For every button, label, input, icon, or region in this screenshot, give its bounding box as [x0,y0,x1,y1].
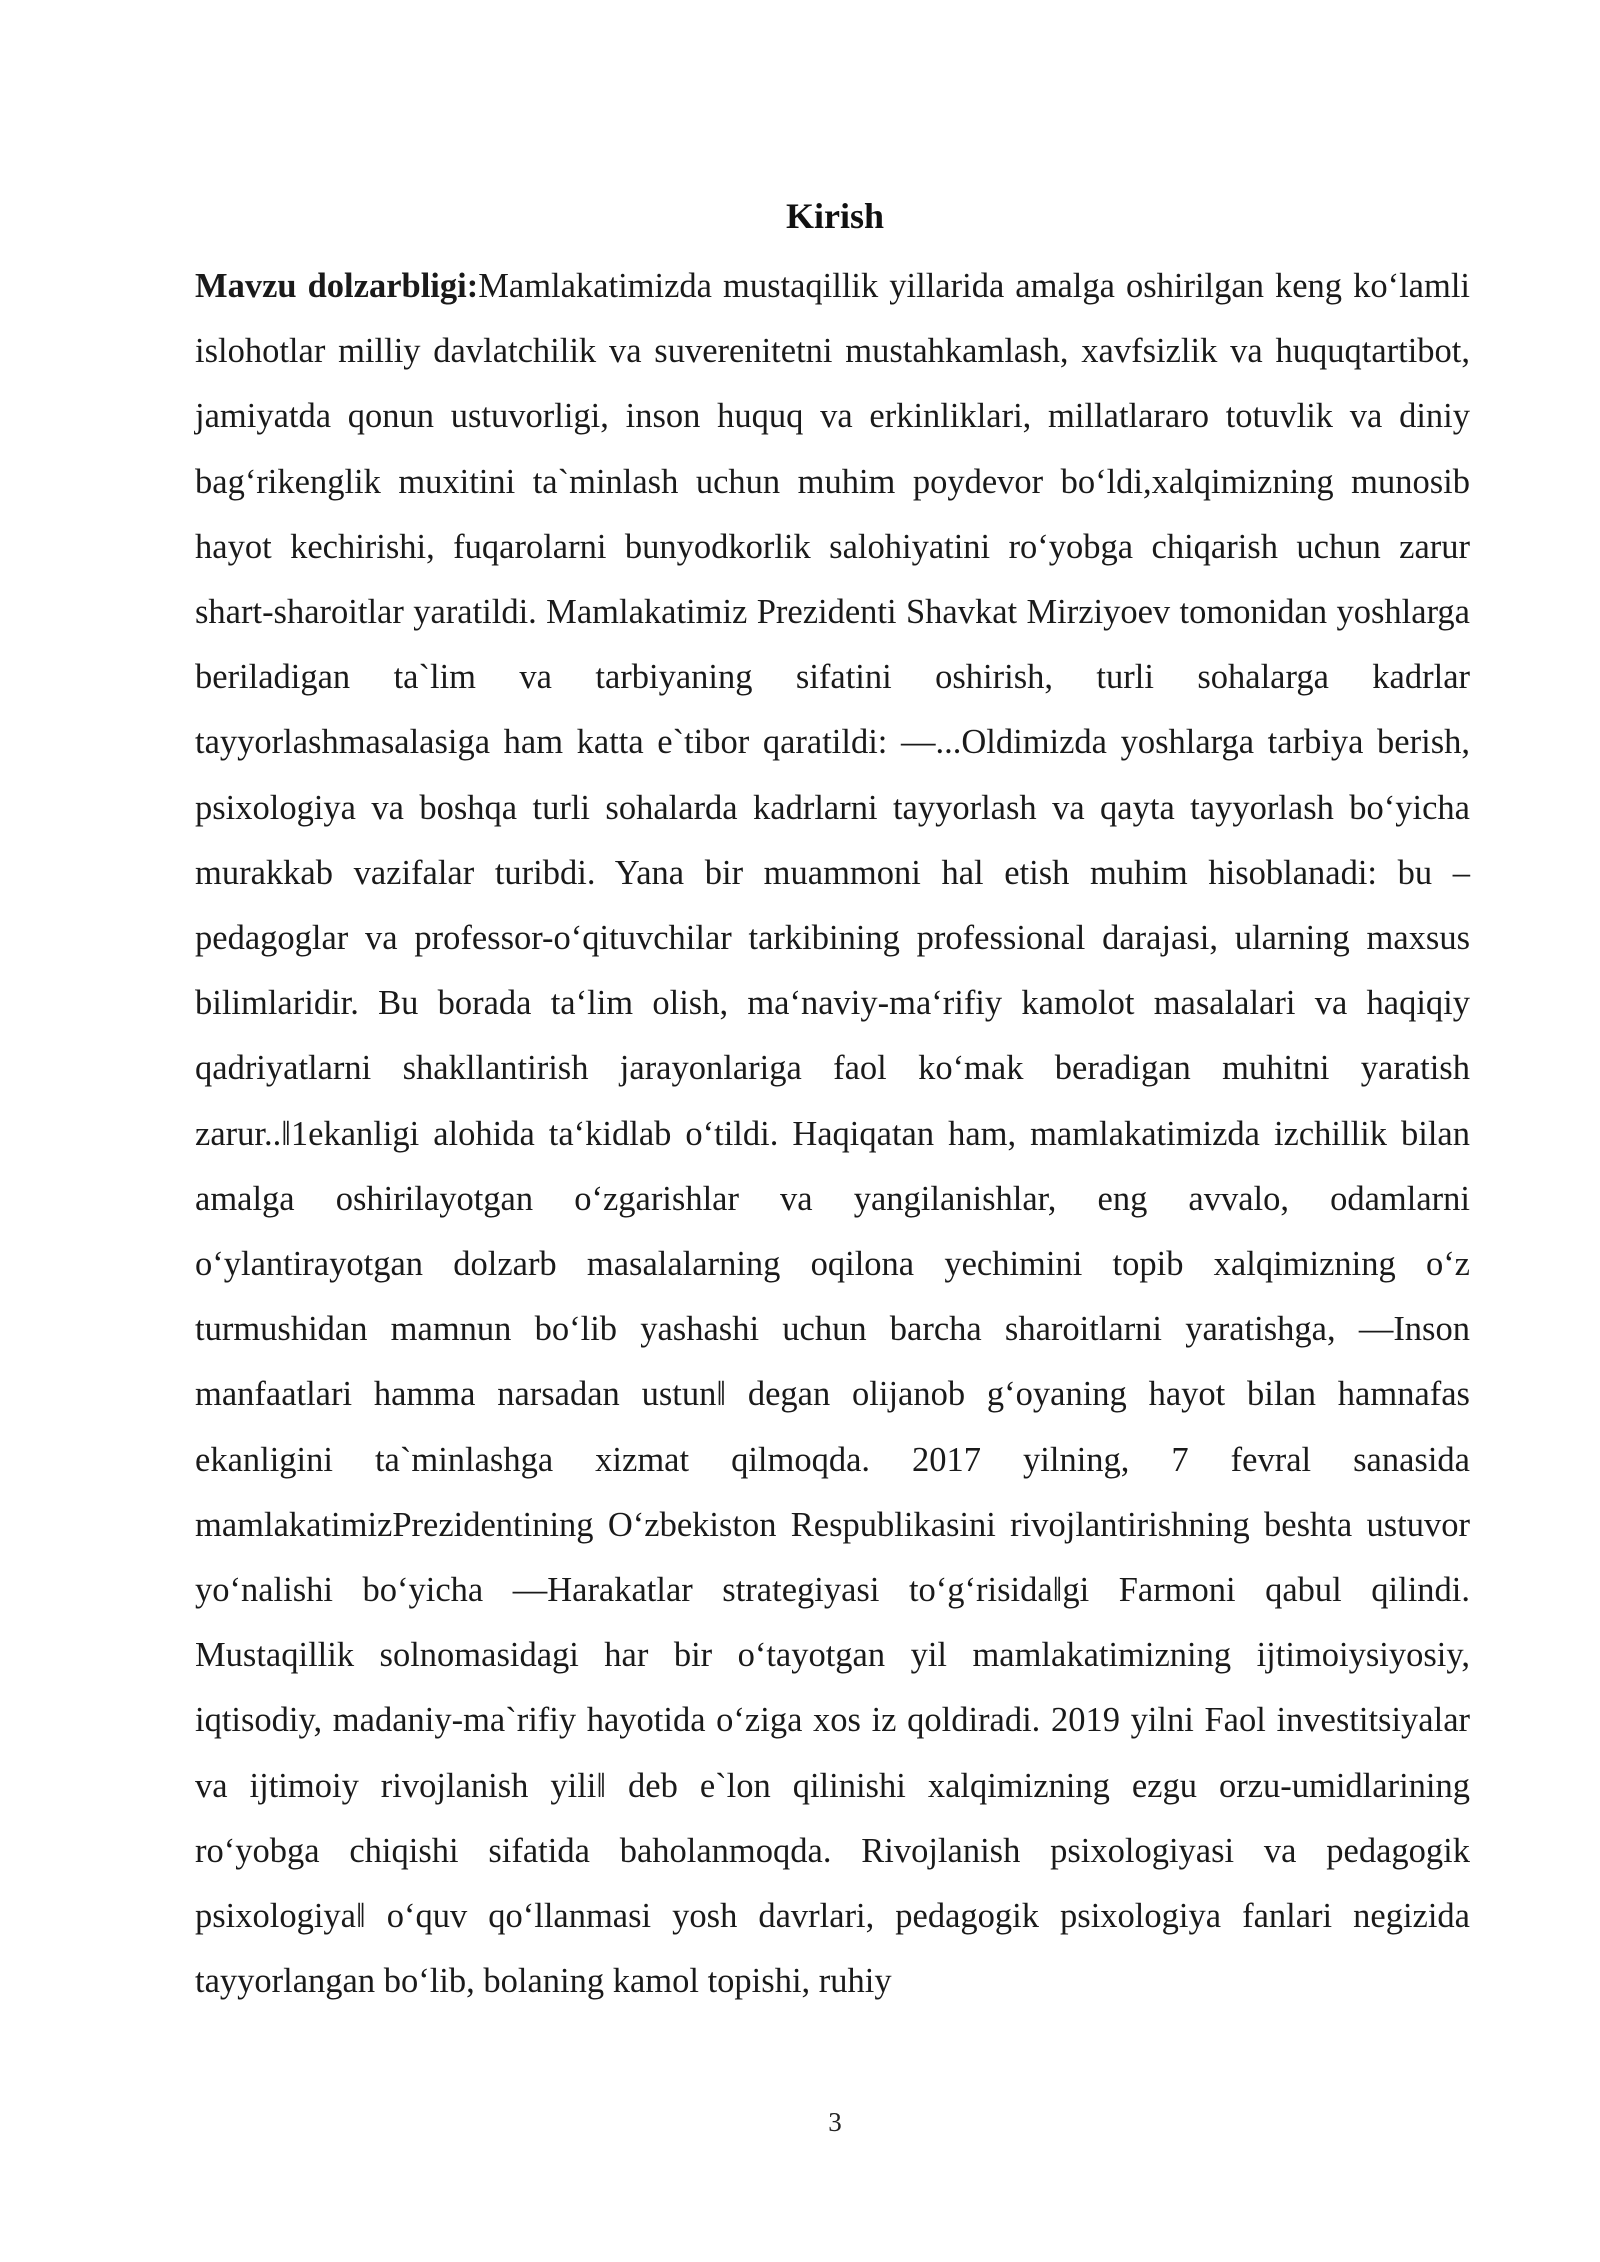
body-text: Mamlakatimizda mustaqillik yillarida amalga oshirilgan keng koʻlamli islohotlar milliy davlatchilik va suverenitetni mustahkamlash, xavfsizlik va huquqtartibot, jamiyatda qonun ustuvorligi, inson huquq va erkinliklari, millatlararo totuvlik va diniy bagʻrikenglik muxitini ta`minlash uchun muhim poydevor boʻldi,xalqimizning munosib hayot kechirishi, fuqarolarni bunyodkorlik salohiyatini roʻyobga chiqarish uchun zarur shart-sharoitlar yaratildi. Mamlakatimiz Prezidenti Shavkat Mirziyoev tomonidan yoshlarga beriladigan ta`lim va tarbiyaning sifatini oshirish, turli sohalarga kadrlar tayyorlashmasalasiga ham katta e`tibor qaratildi: ―...Oldimizda yoshlarga tarbiya berish, psixologiya va boshqa turli sohalarda kadrlarni tayyorlash va qayta tayyorlash boʻyicha murakkab vazifalar turibdi. Yana bir muammoni hal etish muhim hisoblanadi: bu – pedagoglar va professor-oʻqituvchilar tarkibining professional darajasi, ularning maxsus bilimlaridir. Bu borada taʻlim olish, maʻnaviy-maʻrifiy kamolot masalalari va haqiqiy qadriyatlarni shakllantirish jarayonlariga faol koʻmak beradigan muhitni yaratish zarur..‖1ekanligi alohida taʻkidlab oʻtildi. Haqiqatan ham, mamlakatimizda izchillik bilan amalga oshirilayotgan oʻzgarishlar va yangilanishlar, eng avvalo, odamlarni oʻylantirayotgan dolzarb masalalarning oqilona yechimini topib xalqimizning oʻz turmushidan mamnun boʻlib yashashi uchun barcha sharoitlarni yaratishga, ―Inson manfaatlari hamma narsadan ustun‖ degan olijanob gʻoyaning hayot bilan hamnafas ekanligini ta`minlashga xizmat qilmoqda. 2017 yilning, 7 fevral sanasida mamlakatimizPrezidentining Oʻzbekiston Respublikasini rivojlantirishning beshta ustuvor yoʻnalishi boʻyicha ―Harakatlar strategiyasi toʻgʻrisida‖gi Farmoni qabul qilindi. Mustaqillik solnomasidagi har bir oʻtayotgan yil mamlakatimizning ijtimoiysiyosiy, iqtisodiy, madaniy-ma`rifiy hayotida oʻziga xos iz qoldiradi. 2019 yilni Faol investitsiyalar va ijtimoiy rivojlanish yili‖ deb e`lon qilinishi xalqimizning ezgu orzu-umidlarining roʻyobga chiqishi sifatida baholanmoqda. Rivojlanish psixologiyasi va pedagogik psixologiya‖ oʻquv qoʻllanmasi yosh davrlari, pedagogik psixologiya fanlari negizida tayyorlangan boʻlib, bolaning kamol topishi, ruhiy [195,267,1470,2001]
lead-label: Mavzu dolzarbligi: [195,267,479,305]
section-heading: Kirish [785,196,884,236]
body-paragraph [195,254,1470,2014]
page-number: 3 [828,2107,842,2137]
